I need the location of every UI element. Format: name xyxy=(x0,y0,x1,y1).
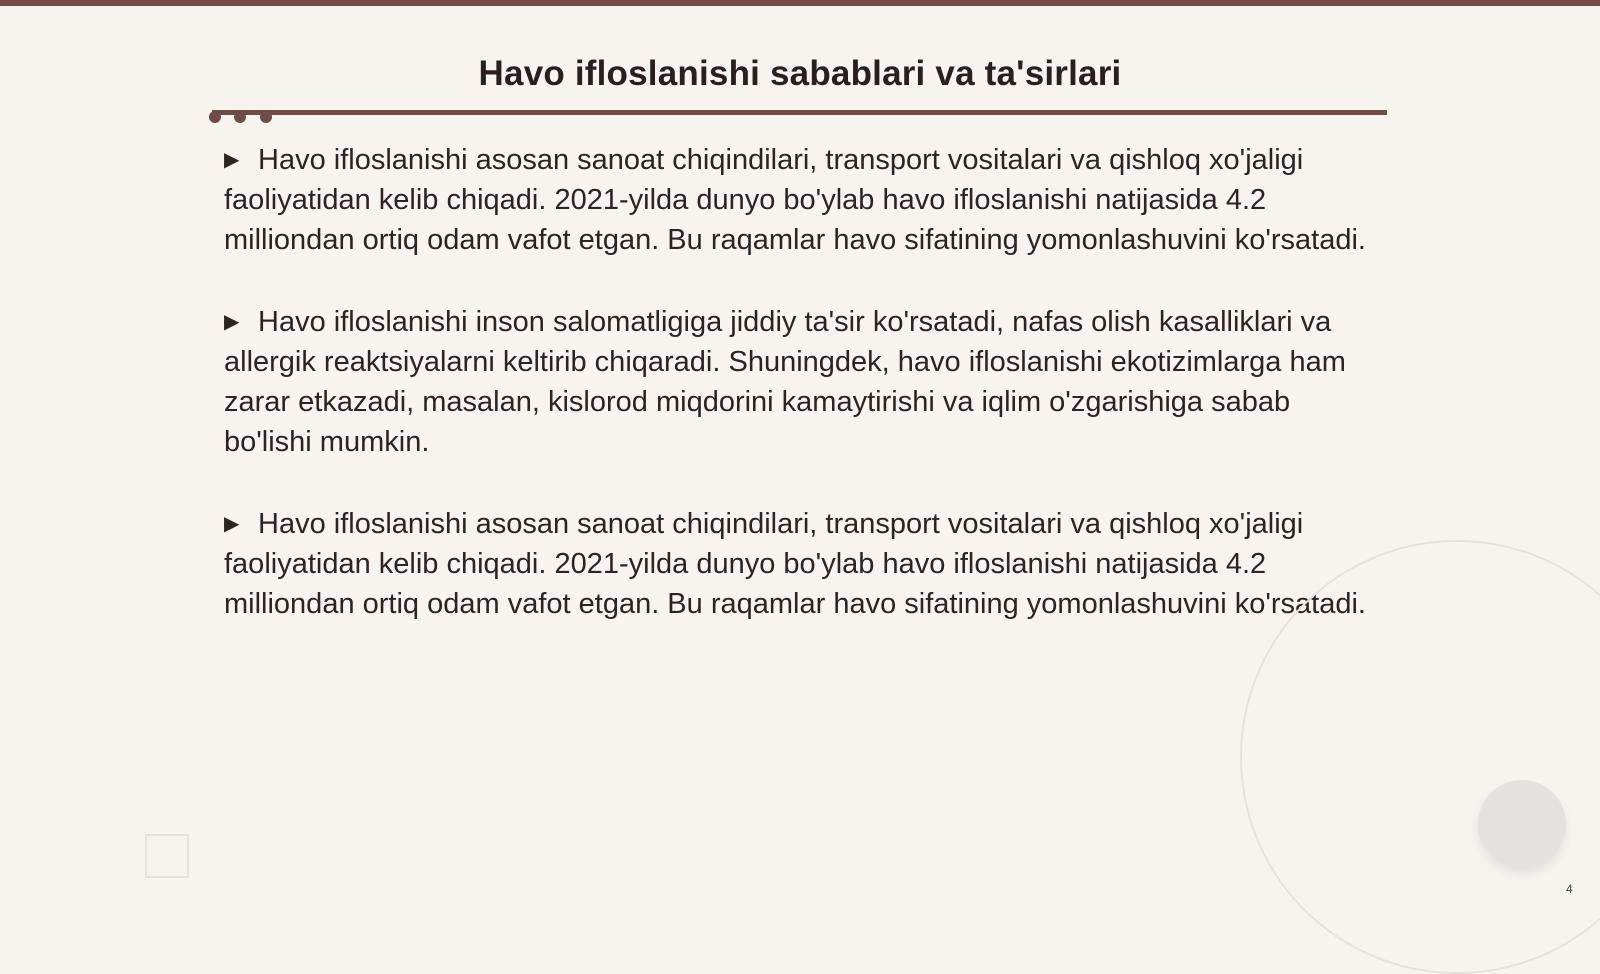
decorative-square xyxy=(145,834,189,878)
bullet-paragraph xyxy=(224,504,1376,624)
decorative-dot xyxy=(260,111,272,123)
page-title: Havo ifloslanishi sabablari va ta'sirlari xyxy=(478,54,1122,93)
triangle-bullet-icon: ▶ xyxy=(224,149,240,171)
paragraph-text: Havo ifloslanishi asosan sanoat chiqindilari, transport vositalari va qishloq xo'jaligi faoliyatidan kelib chiqadi. 2021-yilda dunyo bo'ylab havo ifloslanishi natijasida 4.2 milliondan ortiq odam vafot etgan. Bu raqamlar havo sifatining yomonlashuvini ko'rsatadi. xyxy=(224,508,1366,620)
triangle-bullet-icon: ▶ xyxy=(224,513,240,535)
decorative-dot xyxy=(234,111,246,123)
triangle-bullet-icon: ▶ xyxy=(224,311,240,333)
paragraph-text: Havo ifloslanishi asosan sanoat chiqindilari, transport vositalari va qishloq xo'jaligi faoliyatidan kelib chiqadi. 2021-yilda dunyo bo'ylab havo ifloslanishi natijasida 4.2 milliondan ortiq odam vafot etgan. Bu raqamlar havo sifatining yomonlashuvini ko'rsatadi. xyxy=(224,144,1366,256)
top-accent-bar xyxy=(0,0,1600,6)
decorative-sphere xyxy=(1478,780,1566,868)
paragraph-text: Havo ifloslanishi inson salomatligiga jiddiy ta'sir ko'rsatadi, nafas olish kasalliklari va allergik reaktsiyalarni keltirib chiqaradi. Shuningdek, havo ifloslanishi ekotizimlarga ham zarar etkazadi, masalan, kislorod miqdorini kamaytirishi va iqlim o'zgarishiga sabab bo'lishi mumkin. xyxy=(224,306,1346,458)
decorative-dot xyxy=(209,111,221,123)
bullet-paragraph xyxy=(224,140,1376,260)
title-underline xyxy=(212,110,1387,115)
slide-body xyxy=(224,140,1376,666)
bullet-paragraph xyxy=(224,302,1376,462)
page-number: 4 xyxy=(1566,882,1573,896)
